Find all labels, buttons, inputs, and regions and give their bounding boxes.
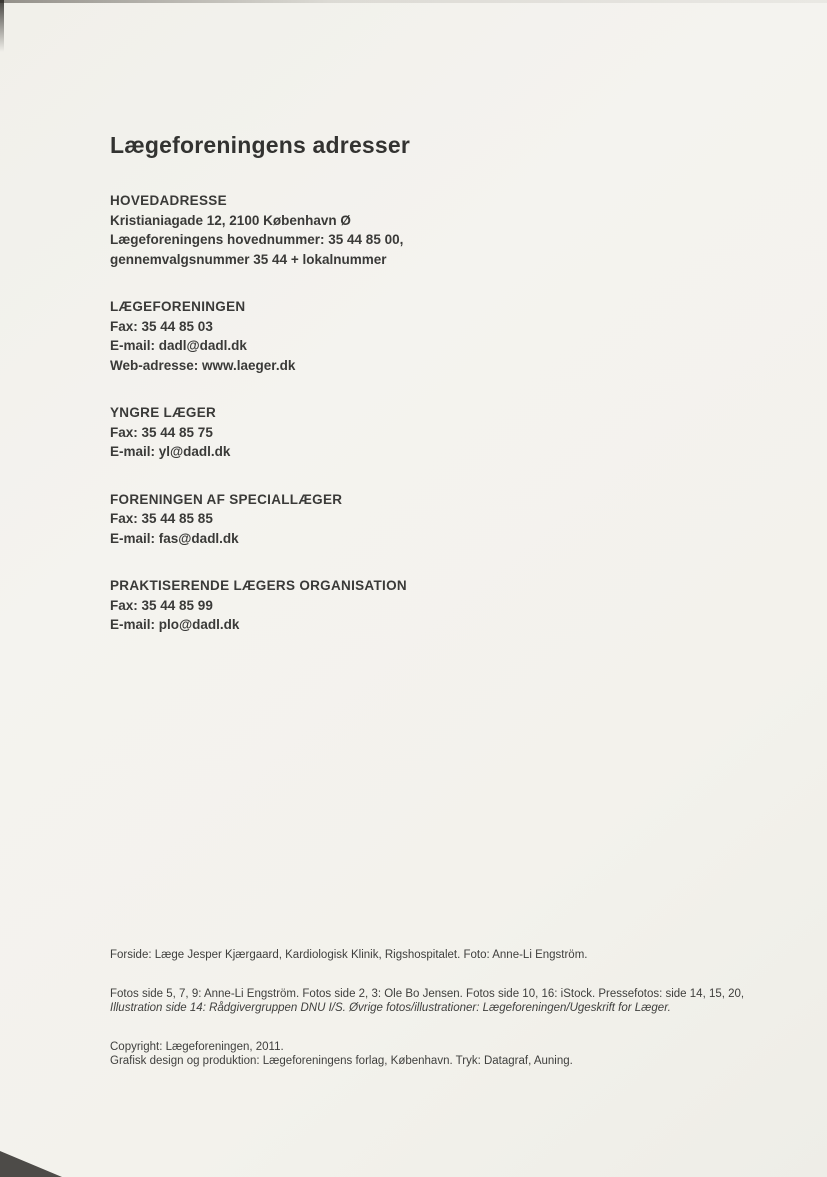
email-line: E-mail: plo@dadl.dk (110, 617, 240, 632)
email-line: E-mail: yl@dadl.dk (110, 444, 231, 459)
section-laegeforeningen (110, 297, 670, 375)
web-line: Web-adresse: www.laeger.dk (110, 357, 296, 373)
address-line: Kristianiagade 12, 2100 København Ø (110, 212, 351, 228)
email-line: E-mail: fas@dadl.dk (110, 530, 239, 546)
fax-line: Fax: 35 44 85 75 (110, 424, 213, 440)
colophon-copyright-line: Copyright: Lægeforeningen, 2011. (110, 1040, 284, 1053)
section-yngre-laeger (110, 403, 670, 462)
section-hovedadresse (110, 191, 670, 269)
section-heading: HOVEDADRESSE (110, 193, 227, 208)
scan-artifact-top-edge (0, 0, 827, 3)
email-line: E-mail: dadl@dadl.dk (110, 338, 247, 353)
fax-line: Fax: 35 44 85 99 (110, 597, 213, 613)
section-foreningen-af-speciallaeger (110, 490, 670, 549)
colophon-production-line: Grafisk design og produktion: Lægeforeningens forlag, København. Tryk: Datagraf, Auning. (110, 1055, 573, 1067)
colophon-photo-credits-line2: Illustration side 14: Rådgivergruppen DNU I/S. Øvrige fotos/illustrationer: Lægeforeningen/Ugeskrift for Læger. (110, 1002, 671, 1014)
section-praktiserende-laegers-organisation (110, 576, 670, 635)
section-heading: LÆGEFORENINGEN (110, 299, 246, 314)
colophon-forside: Forside: Læge Jesper Kjærgaard, Kardiologisk Klinik, Rigshospitalet. Foto: Anne-Li Engström. (110, 949, 588, 961)
address-line: Lægeforeningens hovednummer: 35 44 85 00, (110, 232, 404, 247)
colophon (110, 948, 750, 1085)
colophon-photo-credits-line1: Fotos side 5, 7, 9: Anne-Li Engström. Fotos side 2, 3: Ole Bo Jensen. Fotos side 10, 16: iStock. Pressefotos: side 14, 15, 20, (110, 987, 745, 1000)
section-heading: YNGRE LÆGER (110, 405, 217, 420)
fax-line: Fax: 35 44 85 03 (110, 318, 213, 334)
address-content (110, 132, 670, 663)
address-line: gennemvalgsnummer 35 44 + lokalnummer (110, 251, 387, 267)
page-title: Lægeforeningens adresser (110, 132, 411, 158)
fax-line: Fax: 35 44 85 85 (110, 511, 213, 526)
colophon-photo-credits (110, 987, 750, 1016)
scan-artifact-corner (0, 1151, 62, 1177)
section-heading: PRAKTISERENDE LÆGERS ORGANISATION (110, 578, 407, 593)
colophon-copyright (110, 1040, 750, 1069)
section-heading: FORENINGEN AF SPECIALLÆGER (110, 491, 343, 507)
scan-artifact-left-edge (0, 0, 4, 52)
